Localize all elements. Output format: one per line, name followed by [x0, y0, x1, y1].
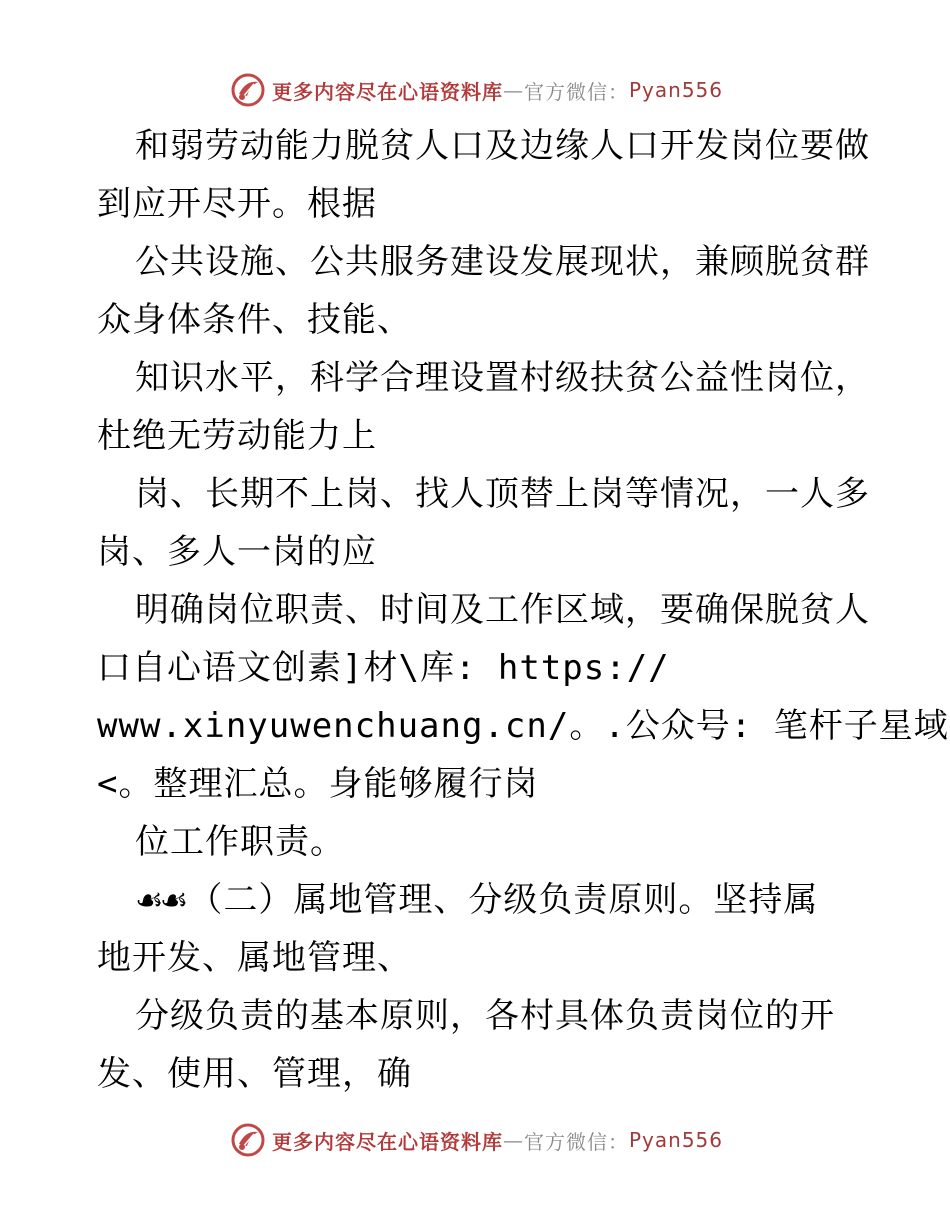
text-line-with-fleuron [97, 871, 877, 929]
text-line: 岗、长期不上岗、找人顶替上岗等情况，一人多 [135, 474, 870, 514]
section-heading-text: （二）属地管理、分级负责原则。坚持属 [188, 880, 819, 920]
header-contact-label: 官方微信： [524, 79, 629, 104]
text-line: <。整理汇总。身能够履行岗 [97, 764, 539, 804]
text-line: 明确岗位职责、时间及工作区域，要确保脱贫人 [135, 590, 870, 630]
footer-contact-label: 官方微信： [524, 1129, 629, 1154]
text-line: 发、使用、管理，确 [97, 1054, 412, 1094]
double-fleuron-icon: ☙☙ [135, 881, 185, 919]
header-brand-text: 更多内容尽在心语资料库 [272, 79, 503, 104]
text-line: 到应开尽开。根据 [97, 184, 377, 224]
footer-contact-handle: Pyan556 [629, 1128, 724, 1152]
footer-separator: — [503, 1128, 524, 1152]
document-body [97, 117, 949, 1103]
text-line: 知识水平，科学合理设置村级扶贫公益性岗位， [135, 358, 870, 398]
text-line: 众身体条件、技能、 [97, 300, 412, 340]
text-line: www.xinyuwenchuang.cn/。.公众号: 笔杆子星域 [97, 706, 949, 746]
quill-swirl-icon [230, 72, 266, 108]
header-contact-handle: Pyan556 [629, 78, 724, 102]
header-separator: — [503, 78, 524, 102]
text-line: 岗、多人一岗的应 [97, 532, 377, 572]
footer-brand-text: 更多内容尽在心语资料库 [272, 1129, 503, 1154]
quill-swirl-icon [230, 1122, 266, 1158]
text-line: 公共设施、公共服务建设发展现状，兼顾脱贫群 [135, 242, 870, 282]
header-banner [230, 70, 724, 110]
text-line: 和弱劳动能力脱贫人口及边缘人口开发岗位要做 [135, 126, 870, 166]
text-line: 口自心语文创素]材\库: https:// [97, 648, 670, 688]
text-line: 位工作职责。 [135, 822, 345, 862]
footer-banner [230, 1120, 724, 1160]
text-line: 分级负责的基本原则，各村具体负责岗位的开 [135, 996, 835, 1036]
text-line: 杜绝无劳动能力上 [97, 416, 377, 456]
text-line: 地开发、属地管理、 [97, 938, 412, 978]
